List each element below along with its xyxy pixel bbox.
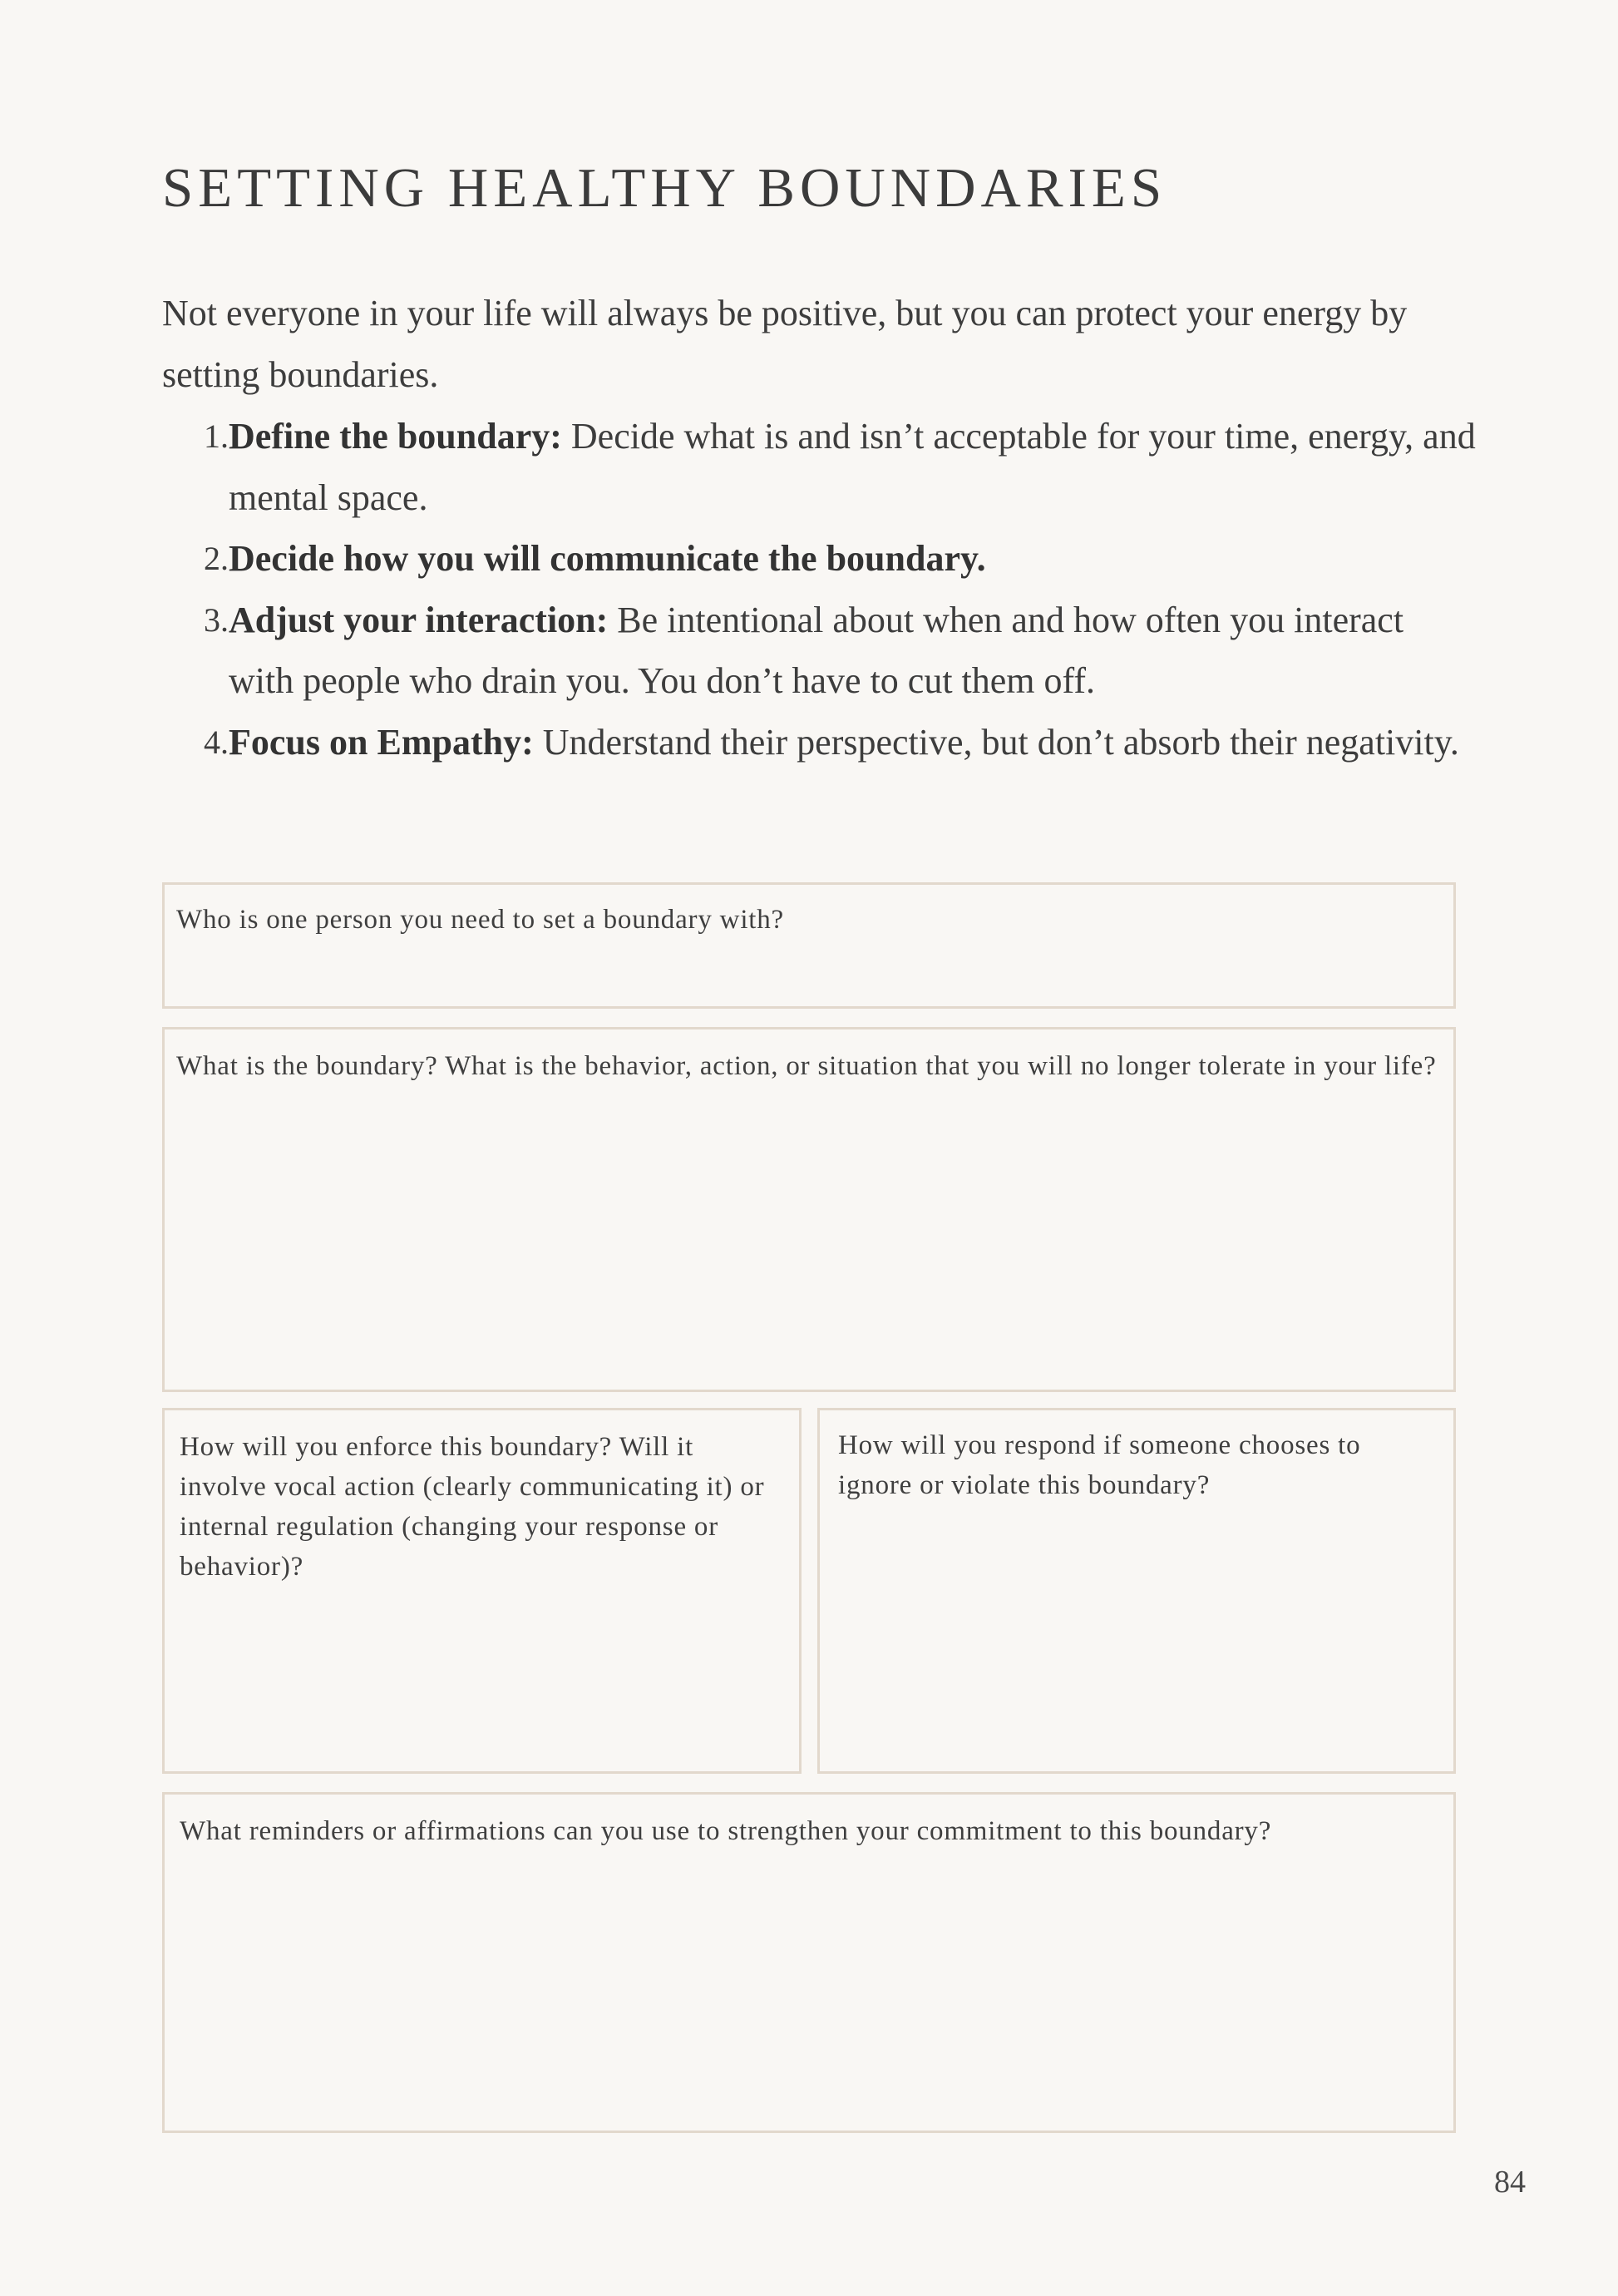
step-number: 2. (204, 540, 229, 577)
enforce-answer-box[interactable] (162, 1408, 802, 1774)
page-title: SETTING HEALTHY BOUNDARIES (162, 157, 1167, 219)
step-number: 3. (204, 600, 229, 639)
step-body: Understand their perspective, but don’t absorb their negativity. (533, 721, 1459, 763)
person-answer-box[interactable] (162, 882, 1456, 1009)
reminders-answer-box[interactable] (162, 1792, 1456, 2133)
list-item (162, 528, 1476, 590)
step-text (229, 406, 1476, 528)
step-heading: Define the boundary: (229, 416, 562, 457)
respond-prompt: How will you respond if someone chooses to ignore or violate this boundary? (838, 1430, 1361, 1500)
respond-answer-box[interactable] (817, 1408, 1456, 1774)
step-body: Decide what is and isn’t acceptable for your time, energy, and mental space. (229, 416, 1476, 518)
step-number: 1. (204, 417, 229, 455)
reminders-prompt: What reminders or affirmations can you use to strengthen your commitment to this boundary? (180, 1816, 1272, 1846)
step-text (229, 528, 1476, 590)
boundary-prompt: What is the boundary? What is the behavior, action, or situation that you will no longer tolerate in your life? (176, 1051, 1437, 1081)
steps-list (162, 406, 1476, 773)
list-item (162, 712, 1476, 773)
page-number: 84 (1494, 2165, 1526, 2200)
step-text (229, 712, 1476, 773)
list-item (162, 590, 1476, 712)
step-heading: Decide how you will communicate the boundary. (229, 538, 986, 579)
step-body: Be intentional about when and how often you interact with people who drain you. You don’t have to cut them off. (229, 599, 1404, 701)
boundary-answer-box[interactable] (162, 1027, 1456, 1392)
step-heading: Focus on Empathy: (229, 721, 534, 763)
list-item (162, 406, 1476, 528)
step-heading: Adjust your interaction: (229, 599, 609, 640)
enforce-prompt: How will you enforce this boundary? Will it involve vocal action (clearly communicating it) or internal regulation (changing your response or behavior)? (180, 1432, 765, 1582)
step-text (229, 590, 1476, 712)
step-number: 4. (204, 723, 229, 761)
intro-paragraph: Not everyone in your life will always be positive, but you can protect your energy by setting boundaries. (162, 293, 1408, 395)
person-prompt: Who is one person you need to set a boundary with? (176, 905, 785, 935)
